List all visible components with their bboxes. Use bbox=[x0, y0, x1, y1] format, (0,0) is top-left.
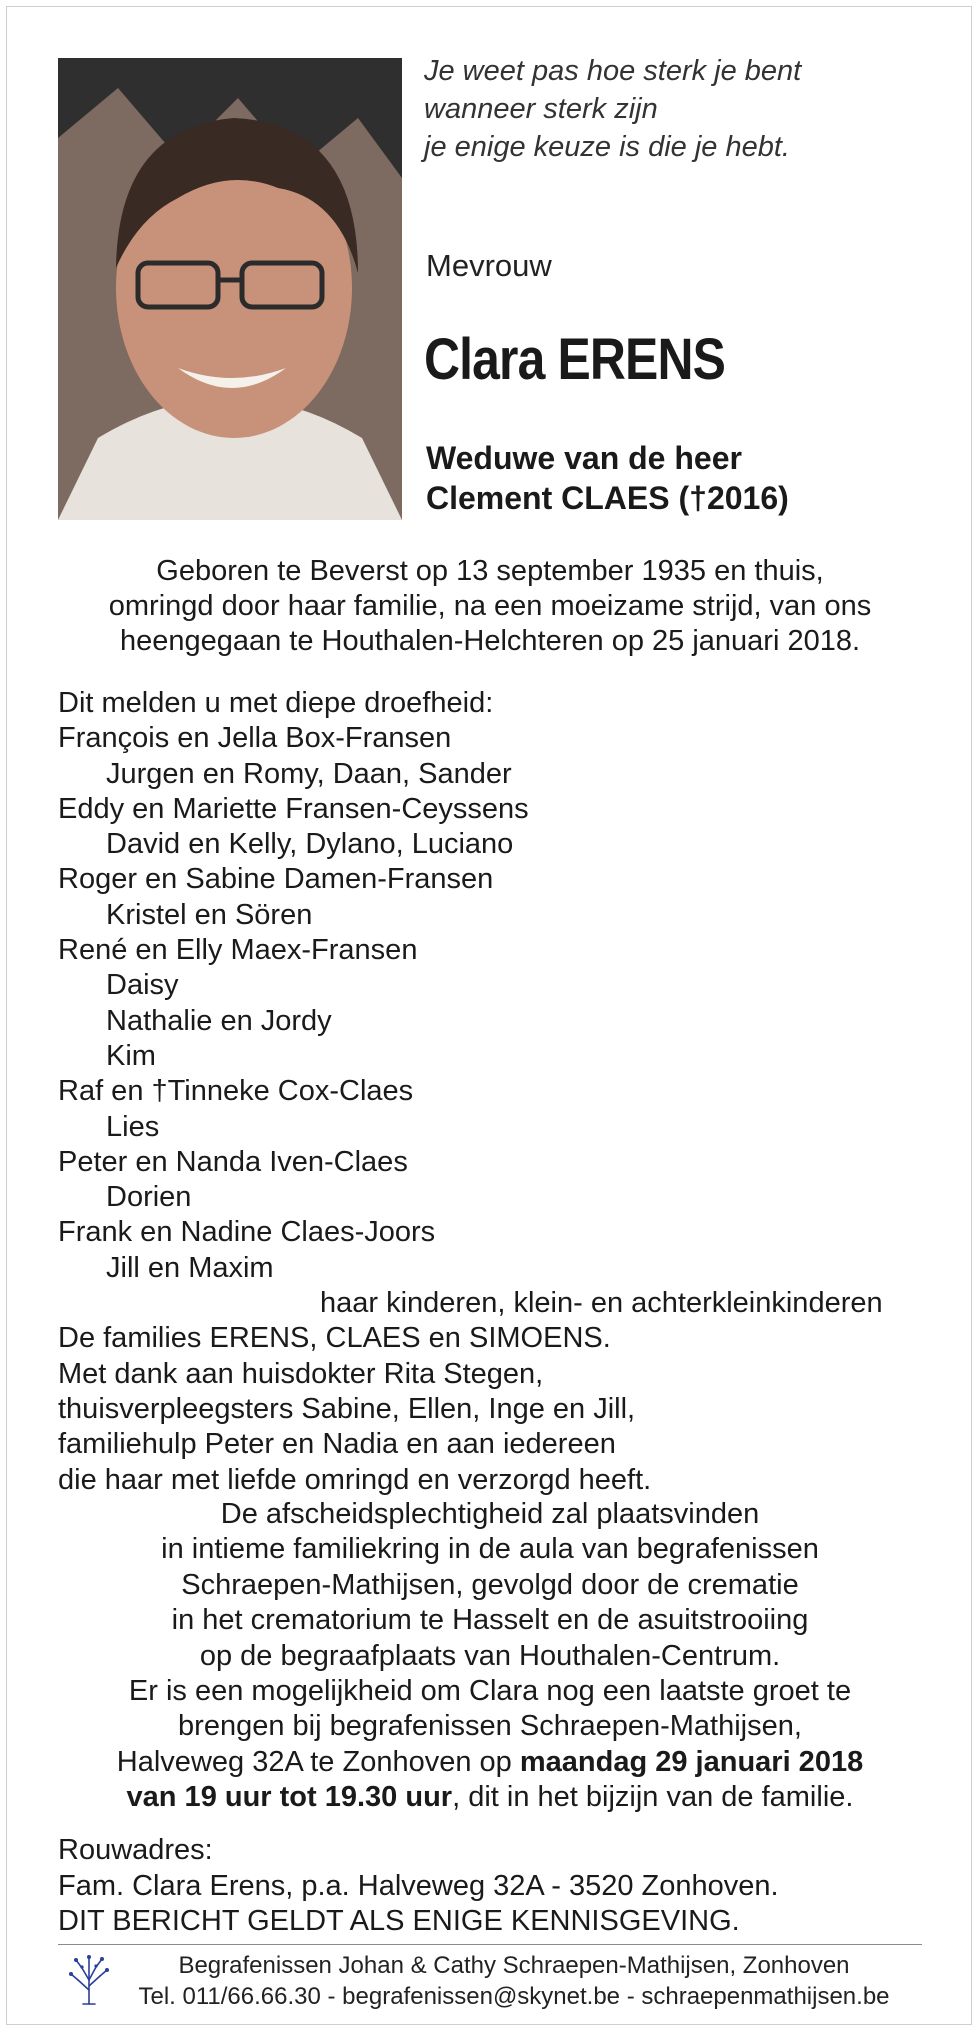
visit-suffix: , dit in het bijzijn van de familie. bbox=[452, 1781, 854, 1814]
portrait-photo bbox=[58, 58, 402, 520]
footer-divider bbox=[58, 1944, 922, 1945]
thanks-line: Met dank aan huisdokter Rita Stegen, bbox=[58, 1357, 544, 1390]
family-entry: Kristel en Sören bbox=[106, 898, 313, 931]
visit-date: maandag 29 januari 2018 bbox=[519, 1745, 864, 1778]
family-list bbox=[58, 686, 883, 1498]
deceased-name: Clara ERENS bbox=[424, 327, 726, 392]
birth-line: omringd door haar familie, na een moeizame strijd, van ons bbox=[108, 590, 872, 622]
family-entry: Kim bbox=[106, 1039, 156, 1072]
family-entry: René en Elly Maex-Fransen bbox=[58, 934, 418, 967]
family-entry: Eddy en Mariette Fransen-Ceyssens bbox=[58, 792, 529, 825]
funeral-home-footer bbox=[124, 1950, 904, 2012]
quote-line: wanneer sterk zijn bbox=[424, 93, 658, 125]
ceremony-line: op de begraafplaats van Houthalen-Centrum. bbox=[199, 1639, 781, 1672]
family-entry: Dorien bbox=[106, 1181, 192, 1214]
notice-statement: DIT BERICHT GELDT ALS ENIGE KENNISGEVING. bbox=[58, 1905, 740, 1937]
widow-statement bbox=[426, 438, 789, 518]
address-label: Rouwadres: bbox=[58, 1834, 213, 1866]
family-intro: Dit melden u met diepe droefheid: bbox=[58, 687, 494, 719]
visit-line bbox=[0, 1780, 980, 1815]
visit-time: van 19 uur tot 19.30 uur bbox=[126, 1781, 453, 1814]
thanks-line: thuisverpleegsters Sabine, Ellen, Inge en Jill, bbox=[58, 1392, 636, 1425]
widow-line: Clement CLAES (†2016) bbox=[426, 480, 789, 516]
quote-line: je enige keuze is die je hebt. bbox=[424, 131, 790, 163]
ceremony-line: De afscheidsplechtigheid zal plaatsvinden bbox=[220, 1498, 760, 1530]
funeral-home-name: Begrafenissen Johan & Cathy Schraepen-Mathijsen, Zonhoven bbox=[178, 1952, 850, 1979]
ceremony-line: Schraepen-Mathijsen, gevolgd door de crematie bbox=[181, 1568, 799, 1601]
family-entry: David en Kelly, Dylano, Luciano bbox=[106, 828, 514, 861]
family-entry: Raf en †Tinneke Cox-Claes bbox=[58, 1075, 414, 1108]
family-entry: Daisy bbox=[106, 969, 179, 1002]
family-entry: Nathalie en Jordy bbox=[106, 1004, 332, 1037]
family-entry: Roger en Sabine Damen-Fransen bbox=[58, 863, 494, 896]
funeral-home-contact: Tel. 011/66.66.30 - begrafenissen@skynet.be - schraepenmathijsen.be bbox=[138, 1983, 890, 2010]
honorific-title: Mevrouw bbox=[426, 248, 552, 283]
visit-line bbox=[0, 1745, 980, 1780]
birth-line: heengegaan te Houthalen-Helchteren op 25 januari 2018. bbox=[119, 625, 861, 657]
ceremony-line: brengen bij begrafenissen Schraepen-Mathijsen, bbox=[178, 1710, 802, 1743]
family-summary: haar kinderen, klein- en achterkleinkinderen bbox=[320, 1287, 883, 1320]
birth-line: Geboren te Beverst op 13 september 1935 en thuis, bbox=[156, 555, 824, 587]
family-names: De families ERENS, CLAES en SIMOENS. bbox=[58, 1322, 611, 1355]
birth-death-paragraph bbox=[0, 554, 980, 659]
widow-line: Weduwe van de heer bbox=[426, 440, 742, 476]
thanks-line: die haar met liefde omringd en verzorgd heeft. bbox=[58, 1463, 652, 1496]
family-entry: Lies bbox=[106, 1110, 160, 1143]
family-entry: Frank en Nadine Claes-Joors bbox=[58, 1216, 436, 1249]
ceremony-line: Er is een mogelijkheid om Clara nog een laatste groet te bbox=[128, 1675, 852, 1708]
tree-icon bbox=[64, 1950, 114, 2006]
quote-line: Je weet pas hoe sterk je bent bbox=[424, 55, 802, 87]
family-entry: Peter en Nanda Iven-Claes bbox=[58, 1145, 408, 1178]
family-entry: Jurgen en Romy, Daan, Sander bbox=[106, 757, 512, 790]
ceremony-line: in het crematorium te Hasselt en de asuitstrooiing bbox=[171, 1604, 809, 1637]
address-value: Fam. Clara Erens, p.a. Halveweg 32A - 3520 Zonhoven. bbox=[58, 1869, 779, 1902]
thanks-line: familiehulp Peter en Nadia en aan iedereen bbox=[58, 1428, 616, 1461]
mourning-address bbox=[58, 1833, 779, 1940]
ceremony-line: in intieme familiekring in de aula van begrafenissen bbox=[161, 1533, 819, 1566]
visit-prefix: Halveweg 32A te Zonhoven op bbox=[116, 1745, 520, 1778]
family-entry: François en Jella Box-Fransen bbox=[58, 722, 452, 755]
family-entry: Jill en Maxim bbox=[106, 1251, 274, 1284]
memorial-quote bbox=[424, 52, 801, 166]
ceremony-paragraph bbox=[0, 1497, 980, 1816]
